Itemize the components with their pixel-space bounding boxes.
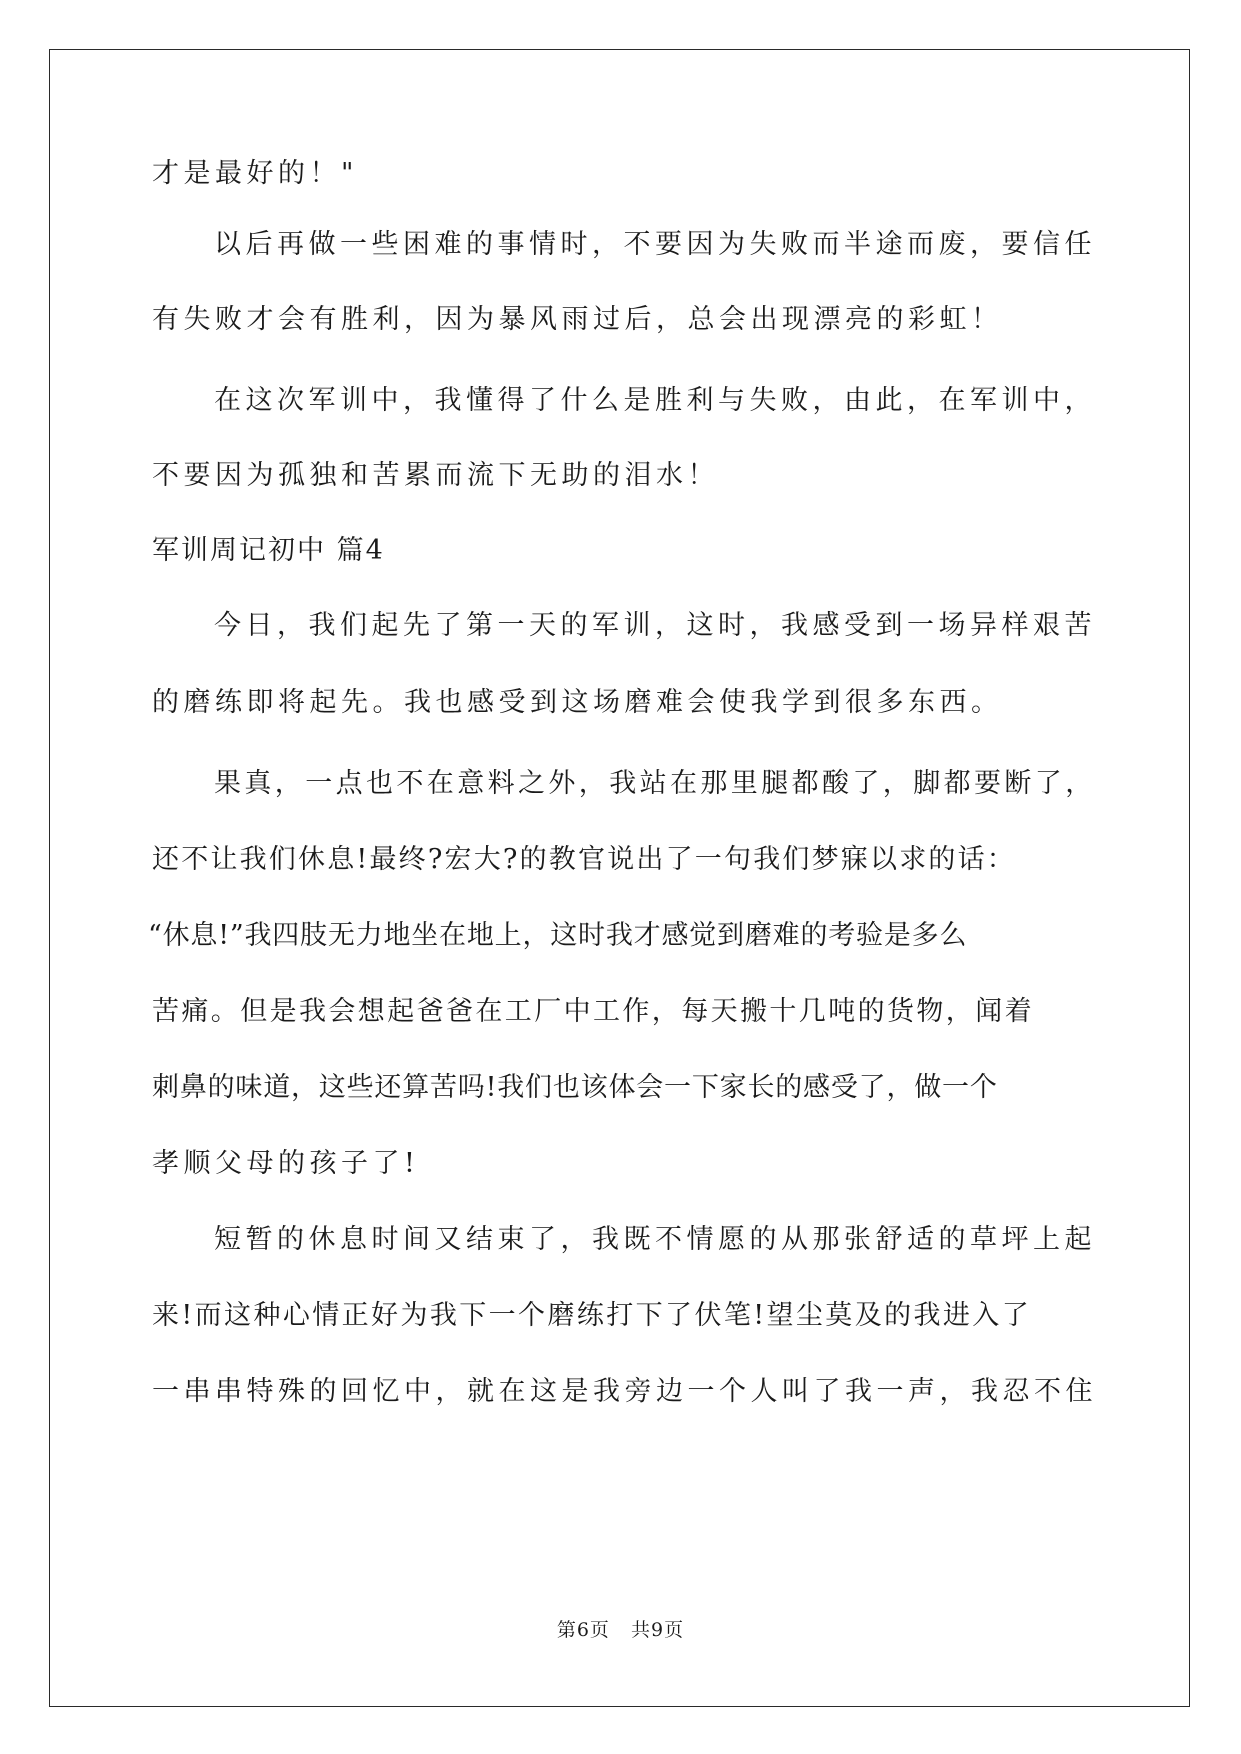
text-line: 才是最好的！" bbox=[152, 158, 358, 189]
paragraph-first-line: 在这次军训中，我懂得了什么是胜利与失败，由此，在军训中， bbox=[214, 385, 1096, 416]
text-line: 一串串特殊的回忆中，就在这是我旁边一个人叫了我一声，我忍不住 bbox=[152, 1376, 1097, 1407]
text-line: 刺鼻的味道，这些还算苦吗!我们也该体会一下家长的感受了，做一个 bbox=[152, 1072, 998, 1103]
text-line: 来!而这种心情正好为我下一个磨练打下了伏笔!望尘莫及的我进入了 bbox=[152, 1300, 1032, 1331]
text-line: 苦痛。但是我会想起爸爸在工厂中工作，每天搬十几吨的货物，闻着 bbox=[152, 996, 1034, 1027]
paragraph-first-line: 果真，一点也不在意料之外，我站在那里腿都酸了，脚都要断了， bbox=[214, 768, 1096, 799]
text-line: 不要因为孤独和苦累而流下无助的泪水！ bbox=[152, 460, 719, 491]
section-heading: 军训周记初中 篇4 bbox=[152, 535, 385, 566]
paragraph-first-line: 以后再做一些困难的事情时，不要因为失败而半途而废，要信任 bbox=[214, 229, 1096, 260]
text-line: 孝顺父母的孩子了! bbox=[152, 1148, 420, 1179]
text-line: “休息!”我四肢无力地坐在地上，这时我才感觉到磨难的考验是多么 bbox=[148, 920, 968, 951]
page-number-footer: 第6页 共9页 bbox=[556, 1619, 685, 1641]
paragraph-first-line: 短暂的休息时间又结束了，我既不情愿的从那张舒适的草坪上起 bbox=[214, 1224, 1096, 1255]
paragraph-first-line: 今日，我们起先了第一天的军训，这时，我感受到一场异样艰苦 bbox=[214, 610, 1096, 641]
page-border bbox=[49, 49, 1190, 1707]
text-line: 还不让我们休息!最终?宏大?的教官说出了一句我们梦寐以求的话： bbox=[152, 844, 1016, 875]
text-line: 的磨练即将起先。我也感受到这场磨难会使我学到很多东西。 bbox=[152, 687, 1003, 718]
text-line: 有失败才会有胜利，因为暴风雨过后，总会出现漂亮的彩虹！ bbox=[152, 304, 1003, 335]
